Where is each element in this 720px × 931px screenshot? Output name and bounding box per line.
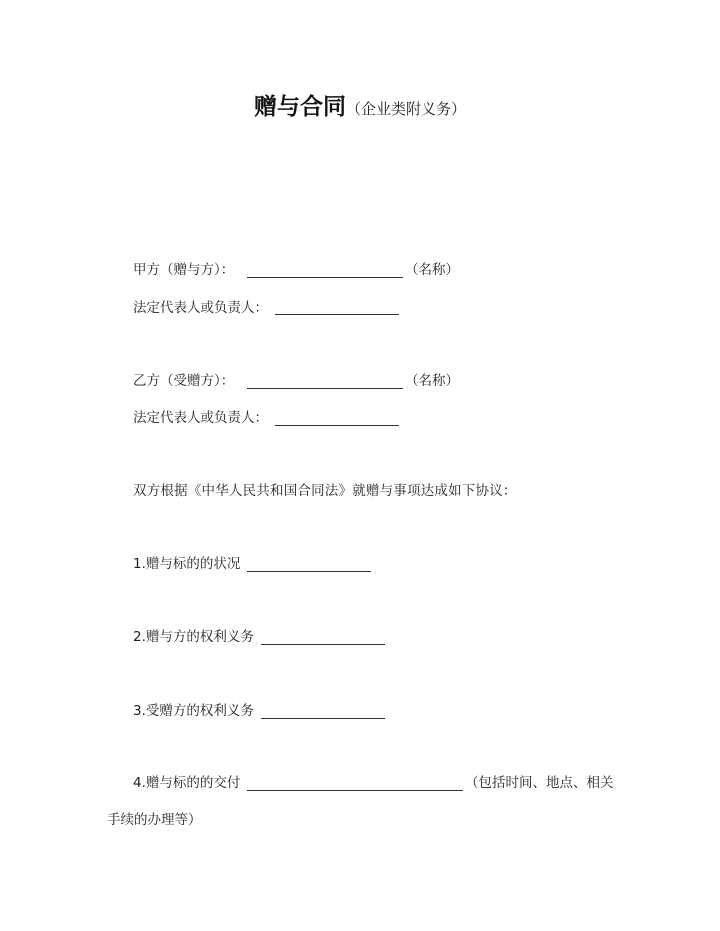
party-b-rep-field[interactable]	[275, 411, 399, 426]
clause-4-field[interactable]	[247, 776, 463, 791]
party-a-rep-label: 法定代表人或负责人：	[133, 300, 268, 316]
title-main: 赠与合同	[253, 93, 346, 120]
party-b-label: 乙方（受赠方）：	[133, 373, 235, 389]
preamble: 双方根据《中华人民共和国合同法》就赠与事项达成如下协议：	[133, 483, 517, 499]
clause-2-label: 2.赠与方的权利义务	[133, 629, 254, 645]
party-b-row	[133, 371, 234, 391]
clause-4-continuation: 手续的办理等）	[107, 812, 202, 828]
party-a-label: 甲方（赠与方）：	[133, 262, 235, 278]
party-a-name-field[interactable]	[247, 263, 403, 278]
clause-4-suffix: （包括时间、地点、相关	[465, 775, 614, 791]
clause-1-field[interactable]	[247, 557, 371, 572]
document-title	[0, 88, 720, 121]
clause-3-label: 3.受赠方的权利义务	[133, 703, 254, 719]
party-a-name-suffix: （名称）	[405, 262, 459, 278]
party-a-rep-field[interactable]	[275, 300, 399, 315]
party-a-row	[133, 260, 234, 280]
clause-1-label: 1.赠与标的的状况	[133, 556, 241, 572]
clause-4-label: 4.赠与标的的交付	[133, 775, 241, 791]
clause-2-field[interactable]	[261, 630, 385, 645]
title-subtitle: （企业类附义务）	[345, 100, 466, 118]
party-b-name-field[interactable]	[247, 374, 403, 389]
party-b-rep-label: 法定代表人或负责人：	[133, 410, 268, 426]
party-b-name-suffix: （名称）	[405, 373, 459, 389]
clause-3-field[interactable]	[261, 704, 385, 719]
